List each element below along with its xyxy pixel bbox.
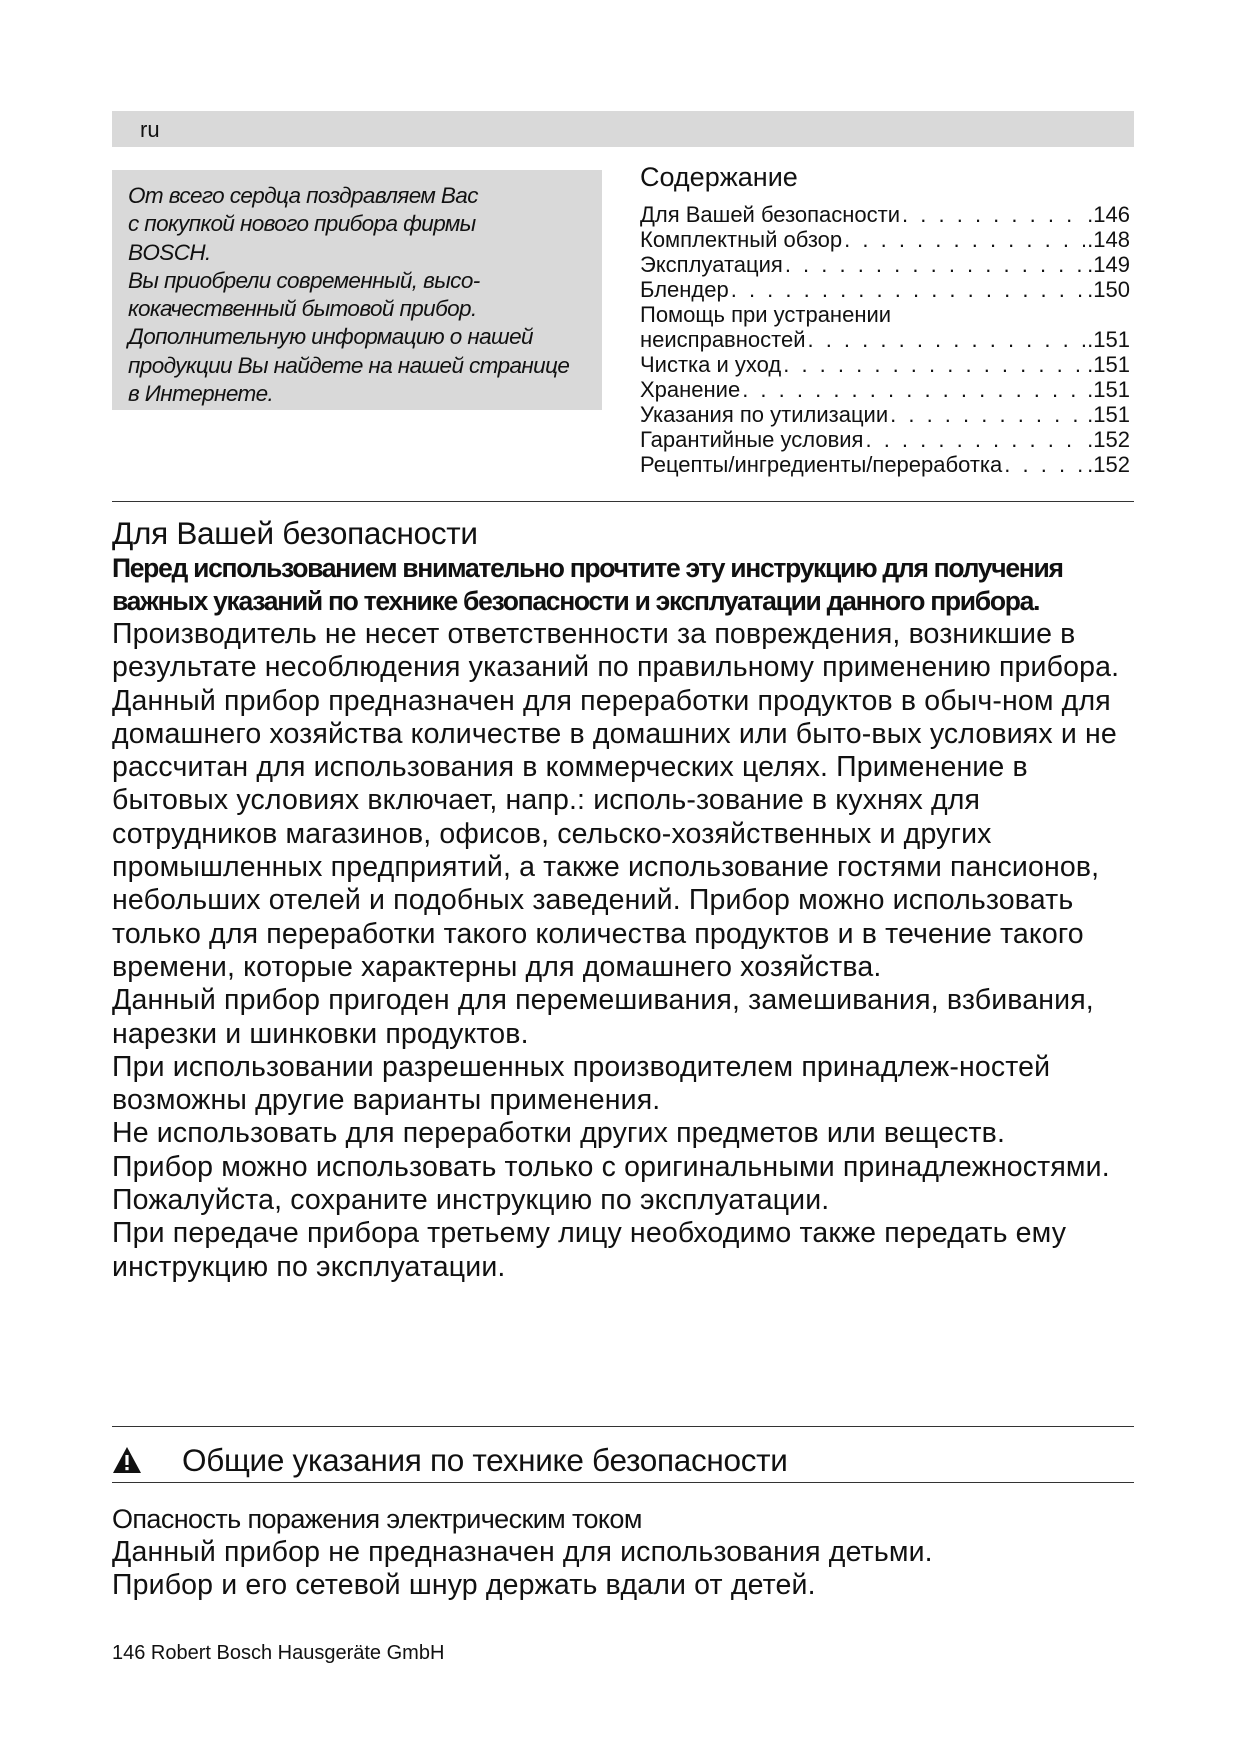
table-of-contents (640, 160, 1130, 477)
page-footer: 146 Robert Bosch Hausgeräte GmbH (112, 1642, 445, 1664)
general-paragraph: Данный прибор не предназначен для использования детьми. (112, 1536, 933, 1568)
toc-item-safety[interactable]: Для Вашей безопасности . . . .146 (640, 202, 1130, 227)
language-bar (112, 111, 1134, 147)
intro-text: От всего сердца поздравляем Вас с покупкой нового прибора фирмы BOSCH. Вы приобрели современный, высо- кокачественный бытовой прибор. Дополнительную информацию о нашей продукции Вы найдете на нашей странице в Интернете. (128, 183, 570, 407)
safety-paragraph: Не использовать для переработки других предметов или веществ. (112, 1117, 1006, 1150)
toc-item-warranty[interactable]: Гарантийные условия . . . .152 (640, 427, 1130, 452)
toc-item-troubleshooting[interactable]: неисправностей . . . .151 (640, 327, 1130, 352)
toc-item-troubleshooting-line1[interactable]: Помощь при устранении (640, 302, 892, 327)
toc-list (640, 202, 1130, 477)
toc-item-blender[interactable]: Блендер . . . .150 (640, 277, 1130, 302)
toc-item-disposal[interactable]: Указания по утилизации . . . .151 (640, 402, 1130, 427)
safety-paragraph: Пожалуйста, сохраните инструкцию по эксплуатации. (112, 1184, 830, 1217)
general-safety-title-text: Общие указания по технике безопасности (182, 1442, 788, 1478)
electric-shock-subtitle: Опасность поражения электрическим током (112, 1504, 642, 1534)
safety-paragraph: Производитель не несет ответственности за повреждения, возникшие в результате несоблюдения указаний по правильному применению прибора. (112, 618, 1120, 684)
toc-item-overview[interactable]: Комплектный обзор . . . .148 (640, 227, 1130, 252)
divider (112, 1482, 1134, 1483)
language-code: ru (140, 117, 160, 142)
safety-lead: Перед использованием внимательно прочтите эту инструкцию для получения важных указаний по технике безопасности и эксплуатации данного прибора. (112, 553, 1063, 616)
divider (112, 501, 1134, 502)
toc-item-recipes[interactable]: Рецепты/ингредиенты/переработка . . . .152 (640, 452, 1130, 477)
general-safety-title (112, 1440, 1142, 1480)
warning-icon (112, 1445, 142, 1475)
toc-item-operation[interactable]: Эксплуатация . . . .149 (640, 252, 1130, 277)
toc-item-cleaning[interactable]: Чистка и уход . . . .151 (640, 352, 1130, 377)
divider (112, 1426, 1134, 1427)
toc-title: Содержание (640, 162, 798, 192)
intro-box (112, 170, 602, 410)
safety-paragraph: Данный прибор пригоден для перемешивания, замешивания, взбивания, нарезки и шинковки продуктов. (112, 984, 1094, 1050)
safety-section (112, 514, 1142, 1284)
safety-paragraph: Данный прибор предназначен для переработки продуктов в обыч-ном для домашнего хозяйства количестве в домашних или быто-вых условиях и не рассчитан для использования в коммерческих целях. Применение в бытовых условиях включает, напр.: исполь-зование в кухнях для сотрудников магазинов, офисов, сельско-хозяйственных и других промышленных предприятий, а также использование гостями пансионов, небольших отелей и подобных заведений. Прибор можно использовать только для переработки такого количества продуктов и в течение такого времени, которые характерны для домашнего хозяйства. (112, 684, 1117, 983)
general-safety-body (112, 1536, 1142, 1603)
safety-title: Для Вашей безопасности (112, 515, 478, 551)
toc-item-storage[interactable]: Хранение . . . .151 (640, 377, 1130, 402)
safety-paragraph: Прибор можно использовать только с оригинальными принадлежностями. (112, 1150, 1110, 1183)
safety-paragraph: При использовании разрешенных производителем принадлеж-ностей возможны другие варианты применения. (112, 1050, 1051, 1117)
general-paragraph: Прибор и его сетевой шнур держать вдали от детей. (112, 1569, 816, 1602)
safety-paragraph: При передаче прибора третьему лицу необходимо также передать ему инструкцию по эксплуатации. (112, 1217, 1067, 1283)
